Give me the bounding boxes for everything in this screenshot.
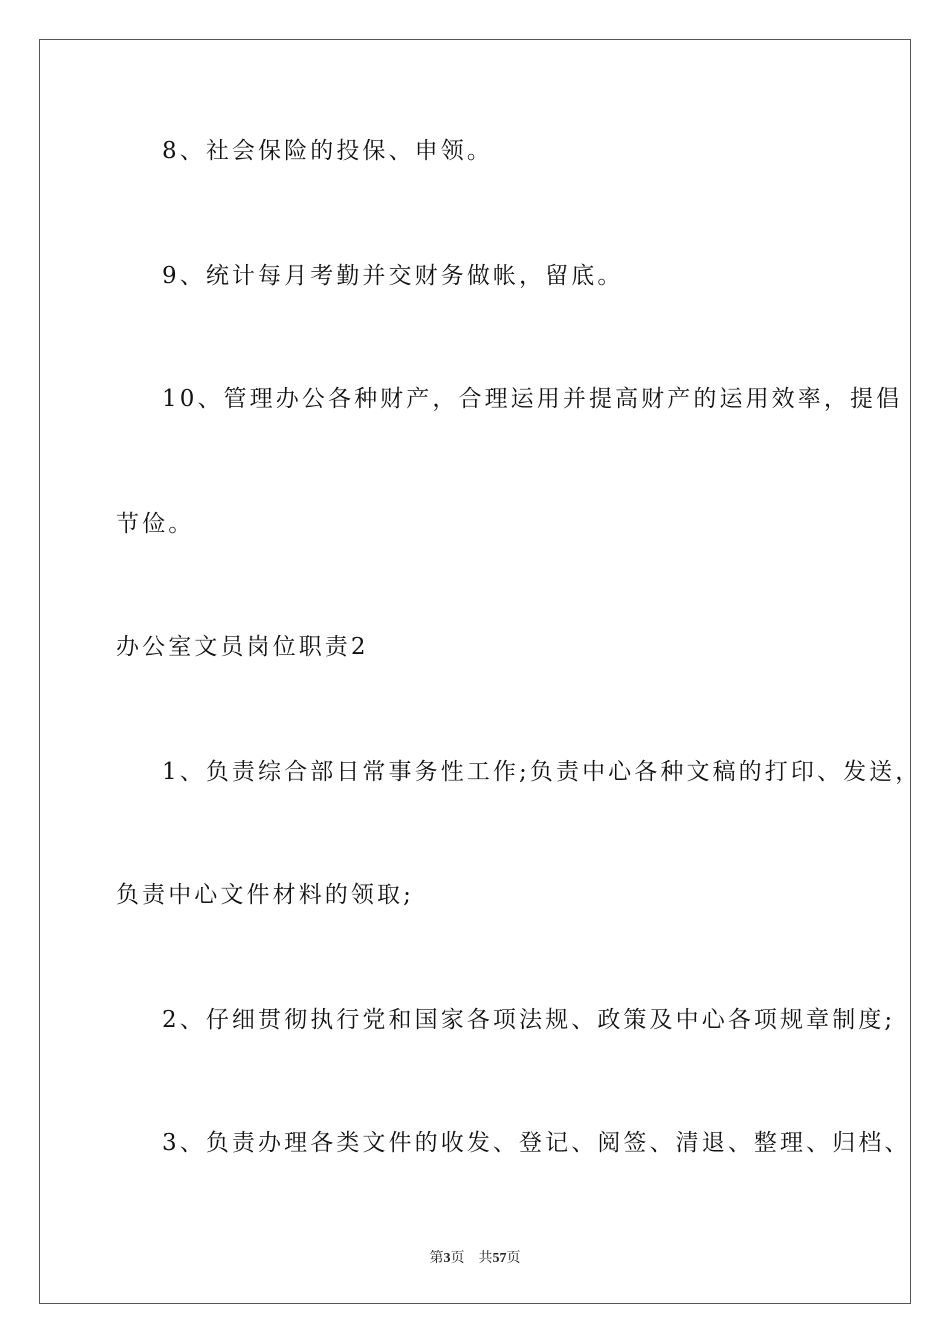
total-pages: 57 [492, 1251, 507, 1266]
text-line: 8、社会保险的投保、申领。 [162, 138, 493, 164]
text-line: 10、管理办公各种财产，合理运用并提高财产的运用效率，提倡 [162, 386, 903, 412]
text-line: 3、负责办理各类文件的收发、登记、阅签、清退、整理、归档、 [162, 1130, 911, 1156]
page-suffix: 页 [450, 1251, 465, 1266]
page-prefix: 第 [429, 1251, 444, 1266]
text-line: 节俭。 [116, 511, 195, 537]
page-number: 3 [443, 1251, 451, 1266]
page-footer [0, 1247, 950, 1267]
text-line: 负责中心文件材料的领取; [116, 882, 414, 908]
total-suffix: 页 [506, 1251, 521, 1266]
page-border [39, 39, 911, 1304]
text-line: 9、统计每月考勤并交财务做帐，留底。 [162, 263, 624, 289]
total-prefix: 共 [478, 1251, 493, 1266]
text-line: 1、负责综合部日常事务性工作;负责中心各种文稿的打印、发送， [162, 759, 922, 785]
text-line: 2、仔细贯彻执行党和国家各项法规、政策及中心各项规章制度; [162, 1007, 896, 1033]
section-heading: 办公室文员岗位职责2 [116, 634, 369, 660]
